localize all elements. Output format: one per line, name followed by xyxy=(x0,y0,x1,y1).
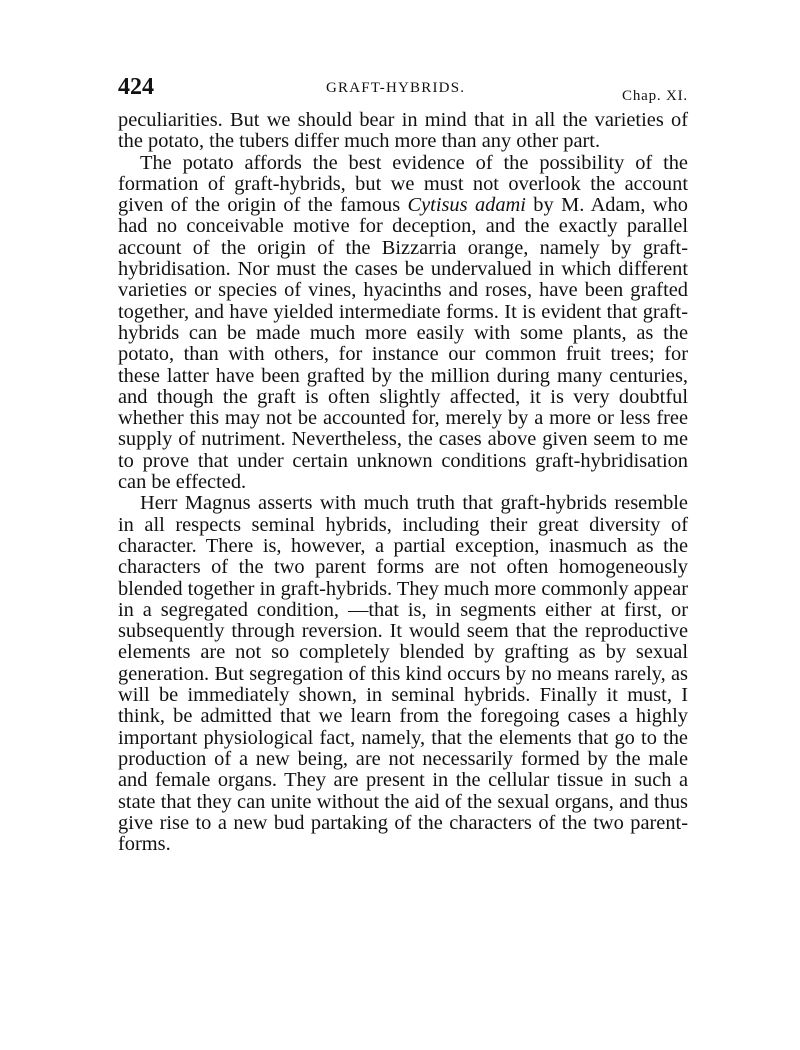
book-page xyxy=(118,74,688,994)
page-number: 424 xyxy=(118,74,154,100)
species-name-italic: Cytisus adami xyxy=(407,194,526,217)
body-text xyxy=(118,110,688,855)
paragraph-continued xyxy=(118,110,688,153)
paragraph-text: peculiarities. But we should bear in mind that in all the varieties of the potato, the tubers differ much more than any other part. xyxy=(118,109,688,153)
paragraph-text-end: by M. Adam, who had no conceivable motive for deception, and the exactly parallel account of the origin of the Bizzarria orange, namely by graft-hybridisation. Nor must the cases be undervalued in which different varieties or species of vines, hyacinths and roses, have been grafted together, and have yielded intermediate forms. It is evident that graft-hybrids can be made much more easily with some plants, as the potato, than with others, for instance our common fruit trees; for these latter have been grafted by the million during many centuries, and though the graft is often slightly affected, it is very doubtful whether this may not be accounted for, merely by a more or less free supply of nutriment. Nevertheless, the cases above given seem to me to prove that under certain unknown conditions graft-hybridisation can be effected. xyxy=(118,194,688,494)
paragraph-text: Herr Magnus asserts with much truth that graft-hybrids resemble in all respects seminal hybrids, including their great diversity of character. There is, however, a partial exception, inasmuch as the characters of the two parent forms are not often homogeneously blended together in graft-hybrids. They much more commonly appear in a segregated condition, —that is, in segments either at first, or subsequently through reversion. It would seem that the reproductive elements are not so completely blended by grafting as by sexual generation. But segregation of this kind occurs by no means rarely, as will be immediately shown, in seminal hybrids. Finally it must, I think, be admitted that we learn from the foregoing cases a highly important physiological fact, namely, that the elements that go to the production of a new being, are not necessarily formed by the male and female organs. They are present in the cellular tissue in such a state that they can unite without the aid of the sexual organs, and thus give rise to a new bud partaking of the characters of the two parent-forms. xyxy=(118,492,688,856)
chapter-label: Chap. XI. xyxy=(622,88,688,104)
running-head xyxy=(118,74,688,110)
paragraph-potato-evidence xyxy=(118,153,688,494)
running-title: GRAFT-HYBRIDS. xyxy=(326,80,466,96)
paragraph-text-start: The potato affords the best evidence of the possibility of the formation of graft-hybrids, but we must not overlook the account given of the origin of the famous xyxy=(118,151,688,217)
paragraph-herr-magnus xyxy=(118,493,688,855)
